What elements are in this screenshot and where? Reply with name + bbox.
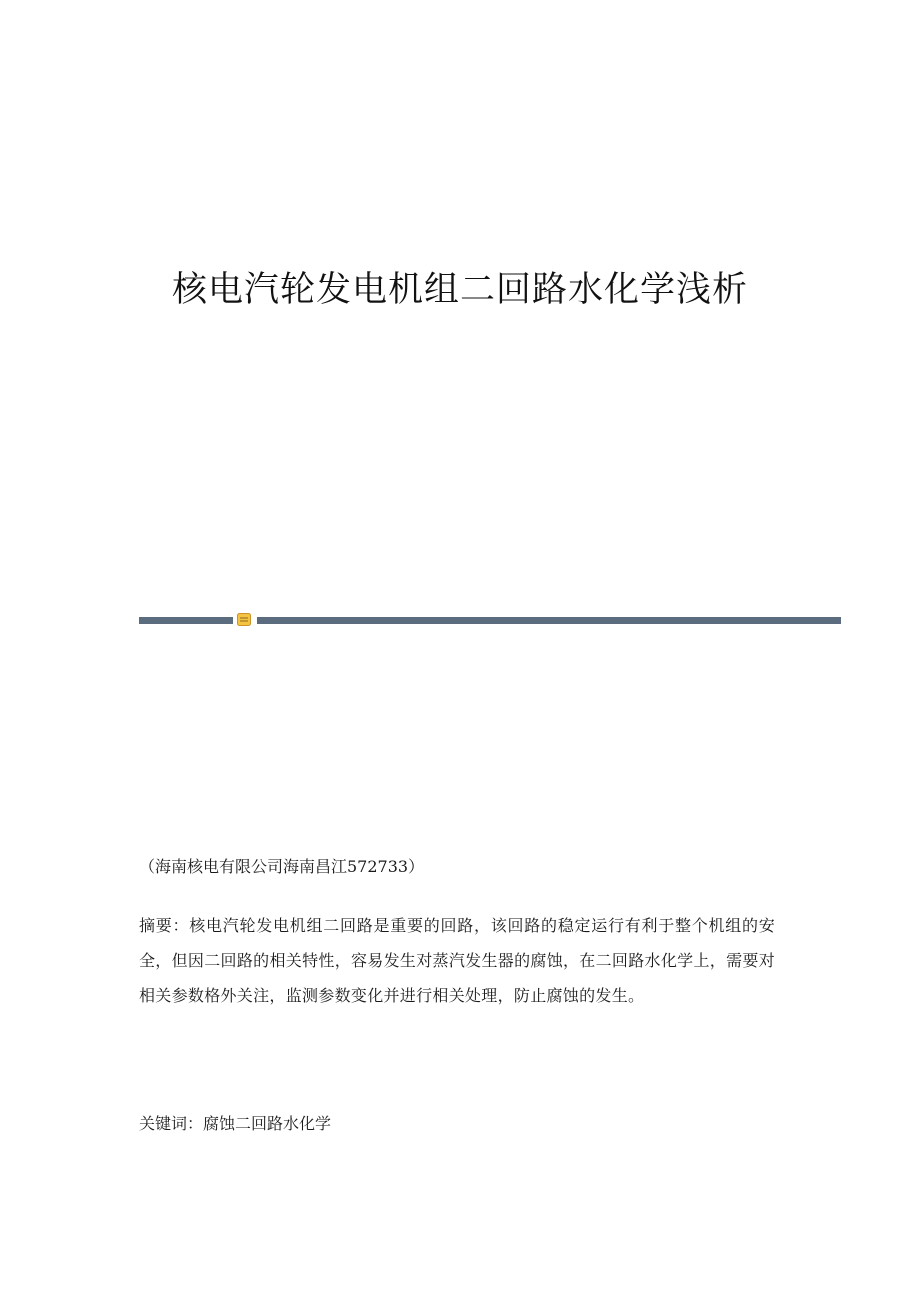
document-title: 核电汽轮发电机组二回路水化学浅析 bbox=[171, 270, 748, 310]
abstract-paragraph: 摘要：核电汽轮发电机组二回路是重要的回路，该回路的稳定运行有利于整个机组的安全，但因二回路的相关特性，容易发生对蒸汽发生器的腐蚀，在二回路水化学上，需要对相关参数格外关注，监测参数变化并进行相关处理，防止腐蚀的发生。 bbox=[139, 916, 775, 1005]
title-divider bbox=[139, 612, 841, 628]
keywords-line: 关键词：腐蚀二回路水化学 bbox=[139, 1114, 332, 1133]
author-affiliation: （海南核电有限公司海南昌江572733） bbox=[139, 857, 425, 876]
divider-bar-left bbox=[139, 617, 233, 624]
divider-bar-right bbox=[257, 617, 841, 624]
divider-ornament-icon bbox=[237, 613, 251, 626]
